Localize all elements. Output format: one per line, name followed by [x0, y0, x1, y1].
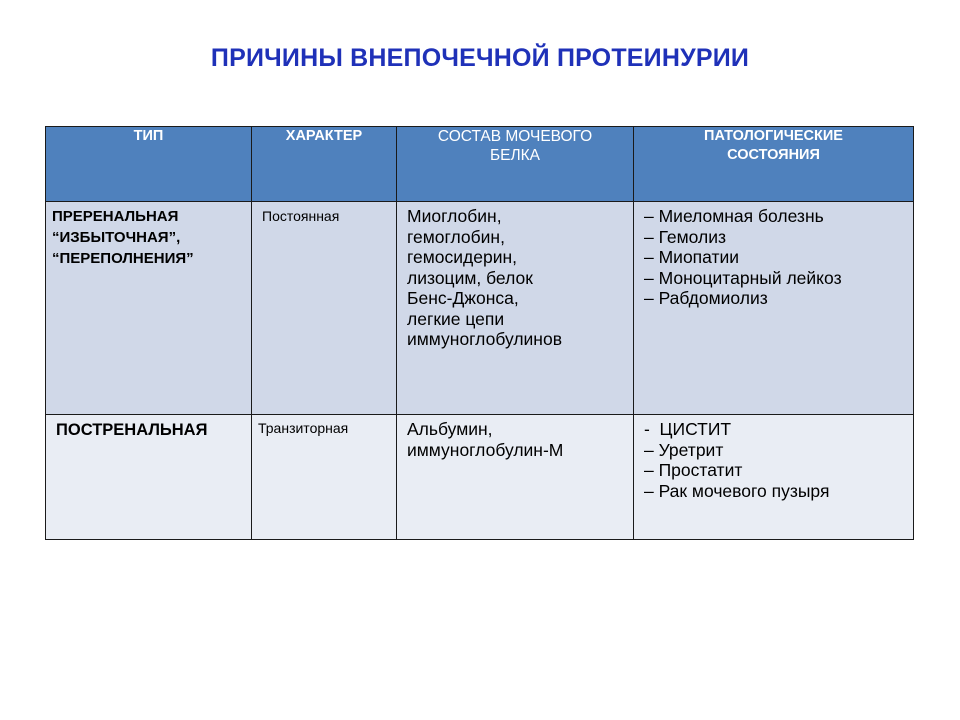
- header-conditions-line: ПАТОЛОГИЧЕСКИЕ: [704, 128, 843, 144]
- cell-type: [46, 415, 252, 540]
- composition-line: Альбумин,: [407, 419, 493, 439]
- cell-conditions: [634, 202, 914, 415]
- cell-type: [46, 202, 252, 415]
- condition-line: – Миопатии: [644, 247, 740, 267]
- type-line: ПОСТРЕНАЛЬНАЯ: [56, 421, 208, 439]
- composition-line: гемосидерин,: [407, 247, 517, 267]
- condition-line: – Миеломная болезнь: [644, 206, 824, 226]
- type-line: ПРЕРЕНАЛЬНАЯ: [52, 208, 179, 225]
- header-composition-line: БЕЛКА: [489, 147, 541, 164]
- header-row: [46, 127, 914, 202]
- condition-line: – Уретрит: [644, 439, 724, 460]
- composition-line: иммуноглобулин-М: [407, 439, 564, 460]
- header-composition: [397, 127, 634, 202]
- page-title: ПРИЧИНЫ ВНЕПОЧЕЧНОЙ ПРОТЕИНУРИИ: [210, 44, 750, 72]
- header-conditions-line: СОСТОЯНИЯ: [727, 147, 820, 163]
- condition-line: - ЦИСТИТ: [644, 419, 732, 439]
- composition-line: Бенс-Джонса,: [407, 288, 519, 308]
- composition-line: легкие цепи: [407, 308, 505, 329]
- condition-line: – Рак мочевого пузыря: [644, 480, 830, 501]
- type-line: “ИЗБЫТОЧНАЯ”,: [52, 229, 181, 246]
- character-text: Постоянная: [262, 208, 340, 224]
- condition-line: – Гемолиз: [644, 226, 727, 247]
- composition-line: гемоглобин,: [407, 226, 505, 247]
- header-composition-line: СОСТАВ МОЧЕВОГО: [437, 128, 593, 145]
- type-line: “ПЕРЕПОЛНЕНИЯ”: [52, 250, 194, 267]
- cell-character: [252, 415, 397, 540]
- table-row: [46, 415, 914, 540]
- condition-line: – Рабдомиолиз: [644, 288, 768, 308]
- composition-line: иммуноглобулинов: [407, 329, 563, 349]
- proteinuria-table: [45, 126, 914, 540]
- header-character: ХАРАКТЕР: [252, 127, 397, 202]
- composition-line: лизоцим, белок: [407, 267, 533, 288]
- table-row: [46, 202, 914, 415]
- condition-line: – Моноцитарный лейкоз: [644, 267, 842, 288]
- condition-line: – Простатит: [644, 460, 743, 480]
- header-type: ТИП: [46, 127, 252, 202]
- character-text: Транзиторная: [258, 420, 349, 436]
- header-conditions: [634, 127, 914, 202]
- cell-character: [252, 202, 397, 415]
- cell-conditions: [634, 415, 914, 540]
- cell-composition: [397, 415, 634, 540]
- cell-composition: [397, 202, 634, 415]
- composition-line: Миоглобин,: [407, 206, 502, 226]
